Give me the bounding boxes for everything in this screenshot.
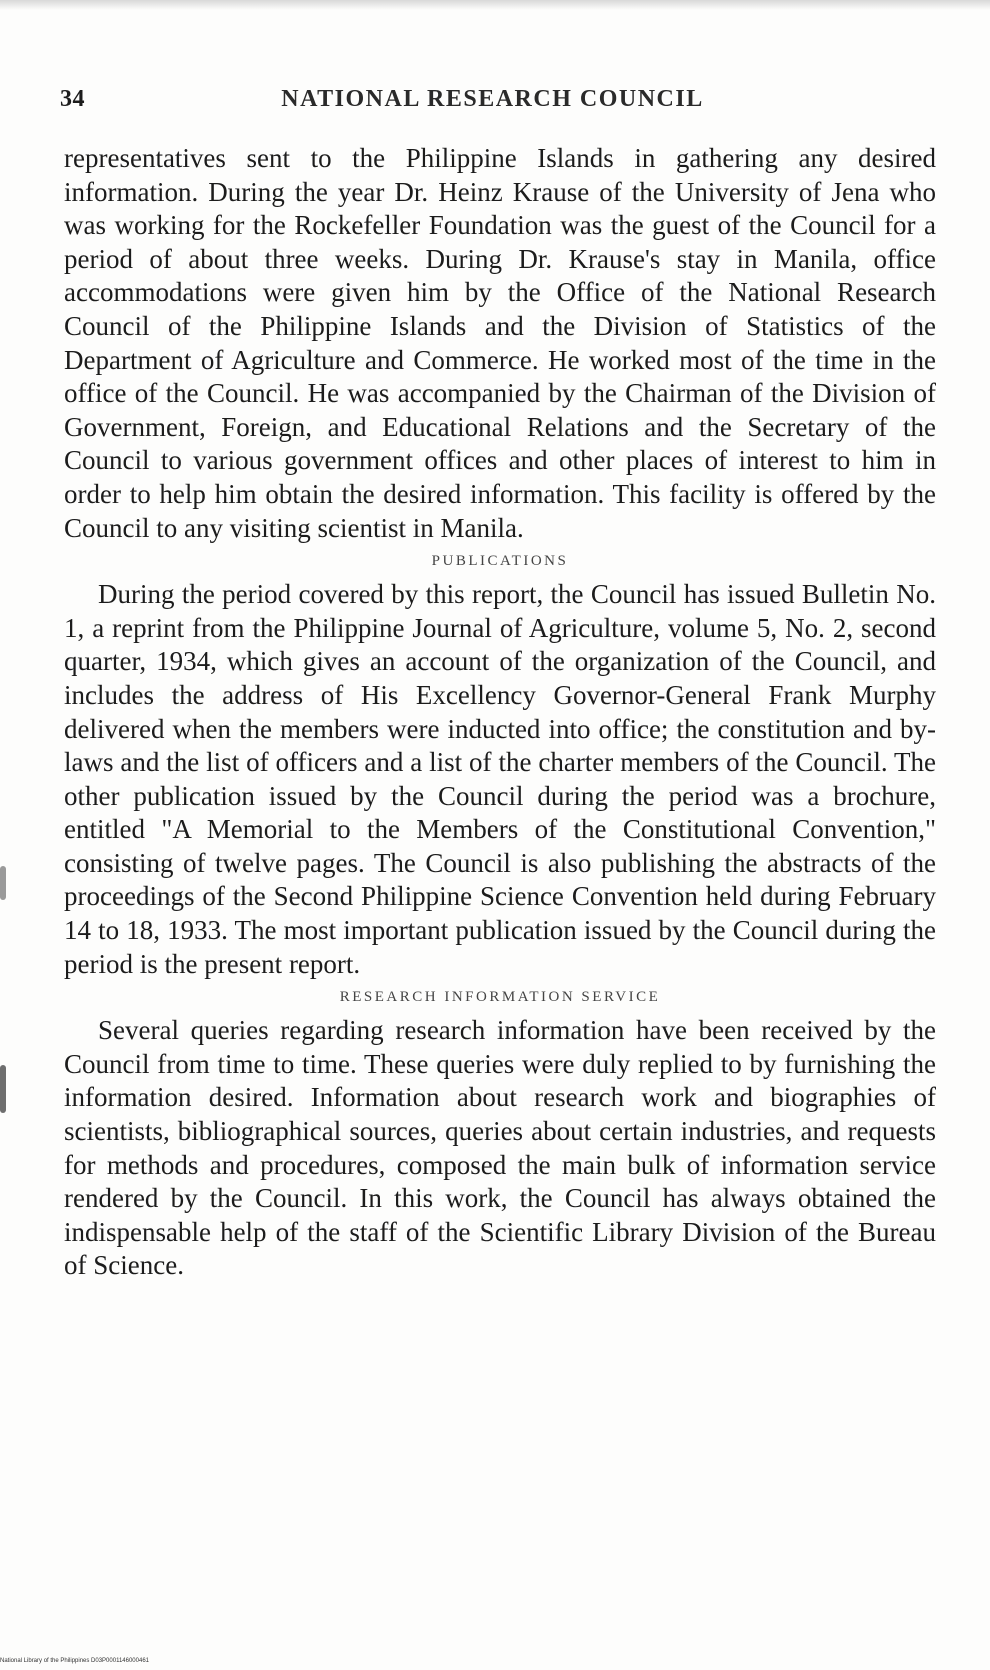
- scan-margin-mark: [0, 1065, 6, 1113]
- page-body: [64, 142, 936, 1283]
- page-number: 34: [60, 86, 85, 112]
- scan-source-footer: National Library of the Philippines D03P0001146000461: [0, 1658, 149, 1664]
- page-header: [60, 82, 925, 122]
- scan-margin-mark: [0, 866, 6, 900]
- paragraph-research-information-service: Several queries regarding research information have been received by the Council from time to time. These queries were duly replied to by furnishing the information desired. Information about research work and biographies of scientists, bibliographical sources, queries about certain industries, and requests for methods and procedures, composed the main bulk of information service rendered by the Council. In this work, the Council has always obtained the indispensable help of the staff of the Scientific Library Division of the Bureau of Science.: [64, 1015, 936, 1281]
- section-heading-publications: PUBLICATIONS: [431, 553, 569, 570]
- section-heading-research-information-service: RESEARCH INFORMATION SERVICE: [339, 989, 661, 1006]
- paragraph-publications: During the period covered by this report, the Council has issued Bulletin No. 1, a reprint from the Philippine Journal of Agriculture, volume 5, No. 2, second quarter, 1934, which gives an account of the organization of the Council, and includes the address of His Excellency Governor-General Frank Murphy delivered when the members were inducted into office; the constitution and by-laws and the list of officers and a list of the charter members of the Council. The other publication issued by the Council during the period was a brochure, entitled "A Memorial to the Members of the Constitutional Convention," consisting of twelve pages. The Council is also publishing the abstracts of the proceedings of the Second Philippine Science Convention held during February 14 to 18, 1933. The most important publication issued by the Council during the period is the present report.: [64, 579, 936, 979]
- paragraph-visiting-scientists: representatives sent to the Philippine Islands in gathering any desired information. During the year Dr. Heinz Krause of the University of Jena who was working for the Rockefeller Foundation was the guest of the Council for a period of about three weeks. During Dr. Krause's stay in Manila, office accommodations were given him by the Office of the National Research Council of the Philippine Islands and the Division of Statistics of the Department of Agriculture and Commerce. He worked most of the time in the office of the Council. He was accompanied by the Chairman of the Division of Government, Foreign, and Educational Relations and the Secretary of the Council to various government offices and other places of interest to him in order to help him obtain the desired information. This facility is offered by the Council to any visiting scientist in Manila.: [64, 143, 936, 543]
- scan-edge-shadow: [0, 0, 990, 10]
- running-head: NATIONAL RESEARCH COUNCIL: [281, 86, 704, 112]
